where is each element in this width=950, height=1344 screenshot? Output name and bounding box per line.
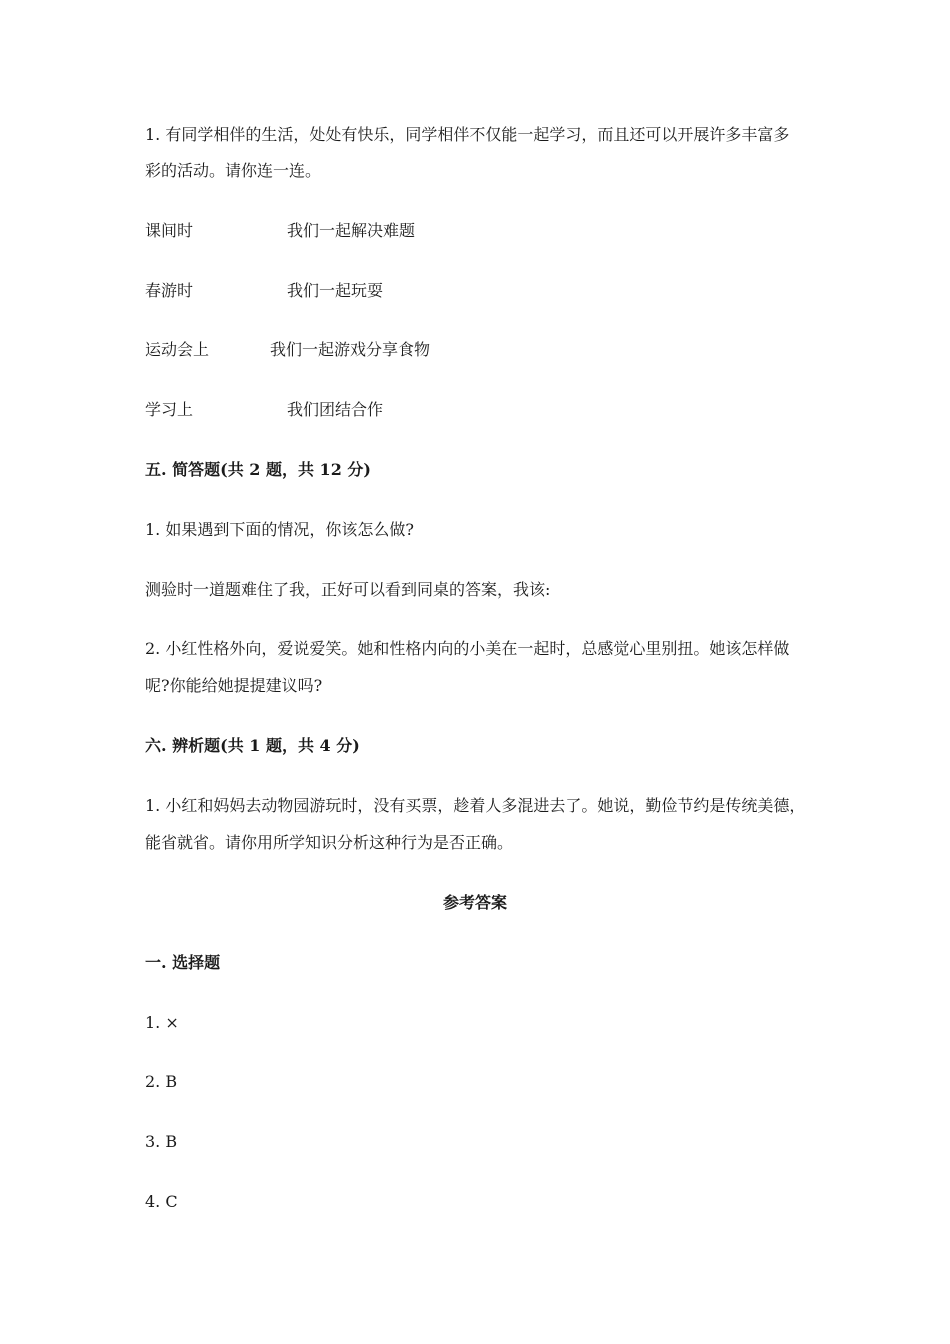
matching-right-1: 我们一起解决难题 [287, 221, 416, 240]
matching-right-2: 我们一起玩耍 [287, 281, 384, 300]
matching-left-2: 春游时 [145, 281, 194, 300]
section-6-item-1-line-1: 1. 小红和妈妈去动物园游玩时，没有买票，趁着人多混进去了。她说，勤俭节约是传统美德， [145, 796, 806, 815]
matching-left-4: 学习上 [145, 400, 194, 419]
section-5-item-2-line-2: 呢?你能给她提提建议吗? [145, 676, 323, 695]
matching-left-1: 课间时 [145, 221, 194, 240]
section-5-item-1-question: 1. 如果遇到下面的情况，你该怎么做? [145, 520, 414, 539]
section-5-item-2-line-1: 2. 小红性格外向，爱说爱笑。她和性格内向的小美在一起时，总感觉心里别扭。她该怎样做 [145, 639, 790, 658]
section-6-heading: 六. 辨析题(共 1 题，共 4 分) [145, 736, 360, 755]
answer-item-3: 3. B [145, 1132, 178, 1151]
question-4-1-line-1: 1. 有同学相伴的生活，处处有快乐，同学相伴不仅能一起学习，而且还可以开展许多丰富多 [145, 125, 790, 144]
answers-title: 参考答案 [442, 893, 507, 912]
answer-item-2: 2. B [145, 1072, 178, 1091]
answer-item-1: 1. × [145, 1013, 179, 1032]
matching-right-4: 我们团结合作 [287, 400, 384, 419]
section-5-item-1-scenario: 测验时一道题难住了我，正好可以看到同桌的答案，我该: [145, 580, 551, 599]
section-5-heading: 五. 简答题(共 2 题，共 12 分) [145, 460, 371, 479]
answers-section-1-heading: 一. 选择题 [145, 953, 221, 972]
question-4-1-line-2: 彩的活动。请你连一连。 [145, 161, 322, 180]
matching-right-3: 我们一起游戏分享食物 [270, 340, 431, 359]
matching-left-3: 运动会上 [145, 340, 210, 359]
answer-item-4: 4. C [145, 1192, 178, 1211]
section-6-item-1-line-2: 能省就省。请你用所学知识分析这种行为是否正确。 [145, 833, 514, 852]
